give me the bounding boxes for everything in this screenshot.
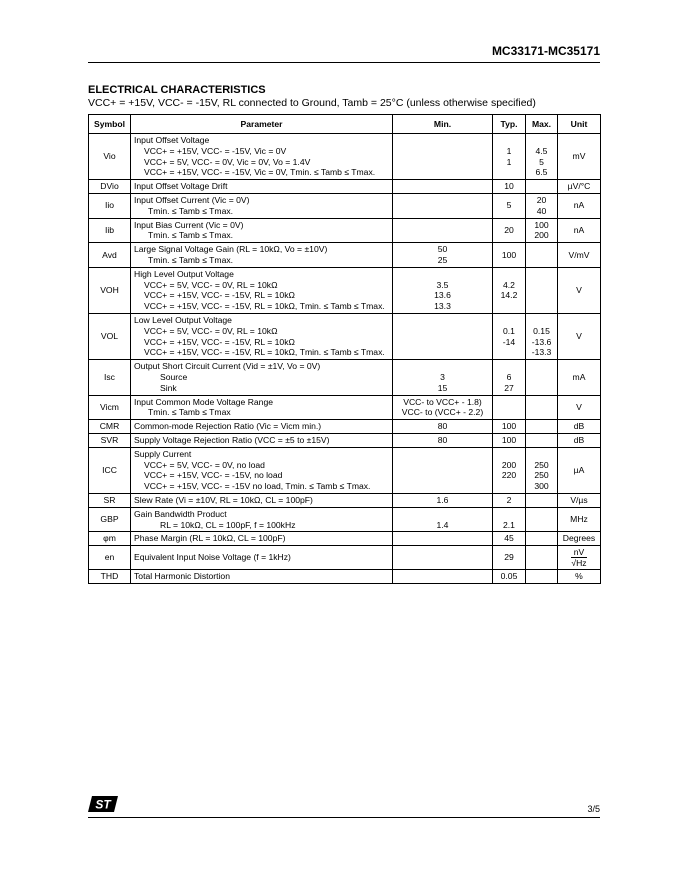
cell-max [526, 134, 558, 180]
cell-typ [493, 395, 526, 420]
cell-max [526, 180, 558, 194]
parameter-line: Input Bias Current (Vic = 0V) [134, 219, 244, 230]
cell-min [393, 395, 493, 420]
cell-parameter [131, 193, 393, 218]
table-row [89, 267, 601, 313]
cell-typ [493, 193, 526, 218]
parameter-line: Supply Voltage Rejection Ratio (VCC = ±5 to ±15V) [134, 434, 330, 445]
value-line: 300 [534, 481, 549, 492]
cell-min [393, 360, 493, 395]
cell-typ [493, 570, 526, 584]
value-line: 250 [534, 459, 549, 470]
cell-symbol: φm [89, 532, 131, 546]
cell-typ [493, 420, 526, 434]
parameter-line: Tmin. ≤ Tamb ≤ Tmax. [148, 230, 234, 241]
header-parameter: Parameter [131, 115, 393, 134]
cell-max [526, 267, 558, 313]
value-line: 25 [437, 254, 448, 265]
parameter-line: RL = 10kΩ, CL = 100pF, f = 100kHz [160, 519, 296, 530]
parameter-line: Large Signal Voltage Gain (RL = 10kΩ, Vo = ±10V) [134, 244, 328, 255]
value-line: -13.6 [531, 336, 552, 347]
value-line: 45 [504, 533, 514, 544]
cell-parameter [131, 420, 393, 434]
cell-symbol: Iio [89, 193, 131, 218]
cell-unit: Degrees [558, 532, 601, 546]
cell-symbol: Vio [89, 134, 131, 180]
cell-max [526, 493, 558, 507]
parameter-line: High Level Output Voltage [134, 268, 234, 279]
cell-parameter [131, 313, 393, 359]
cell-parameter [131, 395, 393, 420]
parameter-line: Tmin. ≤ Tamb ≤ Tmax. [148, 254, 234, 265]
value-line: VCC- to (VCC+ - 2.2) [401, 407, 484, 418]
value-line: 4.5 [535, 145, 548, 156]
cell-symbol: ICC [89, 447, 131, 493]
cell-parameter [131, 218, 393, 243]
spacer [496, 347, 522, 358]
document-title: MC33171-MC35171 [491, 44, 600, 58]
cell-typ [493, 313, 526, 359]
cell-max [526, 243, 558, 268]
cell-typ [493, 360, 526, 395]
cell-symbol: Isc [89, 360, 131, 395]
cell-symbol: GBP [89, 507, 131, 532]
cell-min [393, 218, 493, 243]
cell-unit [558, 546, 601, 570]
value-line: 0.1 [503, 325, 515, 336]
cell-max [526, 395, 558, 420]
cell-unit: V/mV [558, 243, 601, 268]
parameter-line: VCC+ = +15V, VCC- = -15V, RL = 10kΩ [144, 290, 295, 301]
spacer [529, 449, 554, 460]
st-logo [88, 796, 118, 817]
table-row [89, 570, 601, 584]
value-line: 80 [437, 434, 448, 445]
cell-parameter [131, 570, 393, 584]
cell-parameter [131, 243, 393, 268]
parameter-line: VCC+ = +15V, VCC- = -15V, Vic = 0V, Tmin. ≤ Tamb ≤ Tmax. [144, 167, 376, 178]
cell-max [526, 218, 558, 243]
spacer [396, 269, 489, 280]
cell-min [393, 313, 493, 359]
cell-parameter [131, 360, 393, 395]
value-line: 200 [534, 230, 549, 241]
parameter-line: VCC+ = +15V, VCC- = -15V no load, Tmin. ≤ Tamb ≤ Tmax. [144, 481, 371, 492]
cell-unit: MHz [558, 507, 601, 532]
value-line: 100 [534, 219, 549, 230]
spacer [496, 301, 522, 312]
value-line: 27 [504, 382, 514, 393]
value-line: 200 [501, 459, 517, 470]
cell-max [526, 420, 558, 434]
parameter-line: Tmin. ≤ Tamb ≤ Tmax [148, 407, 231, 418]
value-line: 13.3 [434, 301, 451, 312]
table-row [89, 360, 601, 395]
value-line: 220 [501, 470, 517, 481]
cell-symbol: SR [89, 493, 131, 507]
cell-unit: V/µs [558, 493, 601, 507]
value-line: 250 [534, 470, 549, 481]
table-row [89, 180, 601, 194]
st-logo-icon [88, 796, 118, 812]
value-line: 2 [506, 494, 512, 505]
value-line: 14.2 [500, 290, 518, 301]
parameter-line: Gain Bandwidth Product [134, 508, 227, 519]
parameter-line: VCC+ = +15V, VCC- = -15V, RL = 10kΩ, Tmin. ≤ Tamb ≤ Tmax. [144, 347, 385, 358]
table-row [89, 433, 601, 447]
value-line: VCC- to VCC+ - 1.8) [403, 396, 482, 407]
parameter-line: VCC+ = +15V, VCC- = -15V, RL = 10kΩ [144, 336, 295, 347]
cell-parameter [131, 493, 393, 507]
cell-parameter [131, 267, 393, 313]
table-row [89, 532, 601, 546]
cell-min [393, 243, 493, 268]
cell-parameter [131, 532, 393, 546]
cell-symbol: VOH [89, 267, 131, 313]
cell-typ [493, 218, 526, 243]
cell-unit: µA [558, 447, 601, 493]
value-line: 1.6 [436, 494, 449, 505]
cell-parameter [131, 546, 393, 570]
cell-max [526, 447, 558, 493]
cell-typ [493, 243, 526, 268]
table-row [89, 313, 601, 359]
value-line: 1.4 [436, 519, 449, 530]
value-line: 20 [536, 194, 547, 205]
cell-typ [493, 532, 526, 546]
parameter-line: VCC+ = +15V, VCC- = -15V, RL = 10kΩ, Tmin. ≤ Tamb ≤ Tmax. [144, 301, 385, 312]
value-line: 29 [504, 552, 514, 563]
cell-unit: µV/°C [558, 180, 601, 194]
table-row [89, 546, 601, 570]
value-line: 20 [504, 224, 514, 235]
cell-max [526, 313, 558, 359]
table-row [89, 447, 601, 493]
cell-typ [493, 433, 526, 447]
value-line: 13.6 [434, 290, 451, 301]
header-unit: Unit [558, 115, 601, 134]
table-row [89, 493, 601, 507]
cell-min [393, 570, 493, 584]
cell-min [393, 180, 493, 194]
page-number: 3/5 [587, 804, 600, 814]
value-line: 100 [501, 249, 517, 260]
cell-typ [493, 546, 526, 570]
spacer [396, 361, 489, 372]
cell-typ [493, 180, 526, 194]
cell-min [393, 134, 493, 180]
table-row [89, 243, 601, 268]
cell-max [526, 433, 558, 447]
cell-symbol: THD [89, 570, 131, 584]
cell-typ [493, 507, 526, 532]
value-line: 50 [437, 244, 448, 255]
parameter-line: VCC+ = 5V, VCC- = 0V, Vic = 0V, Vo = 1.4V [144, 156, 311, 167]
parameter-line: Input Common Mode Voltage Range [134, 396, 274, 407]
spacer [496, 269, 522, 280]
cell-min [393, 507, 493, 532]
value-line: 3 [440, 371, 445, 382]
section-conditions: VCC+ = +15V, VCC- = -15V, RL connected to Ground, Tamb = 25°C (unless otherwise specified) [88, 97, 536, 109]
parameter-line: Input Offset Voltage Drift [134, 181, 228, 192]
cell-symbol: VOL [89, 313, 131, 359]
cell-min [393, 493, 493, 507]
value-line: 0.05 [500, 571, 518, 582]
cell-symbol: en [89, 546, 131, 570]
parameter-line: Sink [160, 382, 177, 393]
cell-min [393, 447, 493, 493]
cell-max [526, 360, 558, 395]
spacer [496, 167, 522, 178]
value-line: 100 [501, 434, 517, 445]
value-line: 4.2 [503, 279, 515, 290]
value-line: 80 [437, 421, 448, 432]
parameter-line: VCC+ = 5V, VCC- = 0V, RL = 10kΩ [144, 325, 278, 336]
parameter-line: Total Harmonic Distortion [134, 571, 230, 582]
header-rule [88, 62, 600, 63]
parameter-line: Source [160, 371, 188, 382]
cell-unit: mA [558, 360, 601, 395]
cell-parameter [131, 507, 393, 532]
cell-min [393, 546, 493, 570]
parameter-line: VCC+ = 5V, VCC- = 0V, no load [144, 459, 265, 470]
parameter-line: Phase Margin (RL = 10kΩ, CL = 100pF) [134, 533, 286, 544]
value-line: 10 [504, 181, 514, 192]
cell-min [393, 532, 493, 546]
cell-unit: nA [558, 218, 601, 243]
header-typ: Typ. [493, 115, 526, 134]
parameter-line: VCC+ = +15V, VCC- = -15V, no load [144, 470, 283, 481]
value-line: 40 [536, 205, 547, 216]
value-line: 100 [501, 421, 517, 432]
cell-min [393, 420, 493, 434]
cell-min [393, 267, 493, 313]
table-row [89, 395, 601, 420]
section-title: ELECTRICAL CHARACTERISTICS [88, 84, 266, 96]
cell-unit: % [558, 570, 601, 584]
parameter-line: VCC+ = +15V, VCC- = -15V, Vic = 0V [144, 145, 287, 156]
cell-symbol: Iib [89, 218, 131, 243]
spacer [529, 315, 554, 326]
cell-typ [493, 267, 526, 313]
parameter-line: Input Offset Voltage [134, 135, 210, 145]
parameter-line: VCC+ = 5V, VCC- = 0V, RL = 10kΩ [144, 279, 278, 290]
parameter-line: Supply Current [134, 448, 192, 459]
parameter-line: Input Offset Current (Vic = 0V) [134, 194, 250, 205]
cell-min [393, 193, 493, 218]
cell-parameter [131, 433, 393, 447]
header-max: Max. [526, 115, 558, 134]
cell-typ [493, 493, 526, 507]
cell-parameter [131, 180, 393, 194]
spacer [496, 449, 522, 460]
cell-typ [493, 447, 526, 493]
cell-symbol: Avd [89, 243, 131, 268]
spacer [496, 361, 522, 372]
parameter-line: Output Short Circuit Current (Vid = ±1V, Vo = 0V) [134, 361, 321, 372]
value-line: 0.15 [533, 325, 550, 336]
unit-numerator: nV [571, 547, 586, 558]
value-line: 6.5 [535, 167, 548, 178]
cell-unit: dB [558, 420, 601, 434]
value-line: 5 [539, 156, 544, 167]
cell-typ [493, 134, 526, 180]
parameter-line: Tmin. ≤ Tamb ≤ Tmax. [148, 205, 234, 216]
parameter-line: Equivalent Input Noise Voltage (f = 1kHz) [134, 552, 291, 563]
cell-symbol: SVR [89, 433, 131, 447]
value-line: 5 [506, 200, 512, 211]
cell-unit: dB [558, 433, 601, 447]
header-min: Min. [393, 115, 493, 134]
table-header-row [89, 115, 601, 134]
footer-rule [88, 817, 600, 818]
cell-max [526, 546, 558, 570]
spacer [496, 509, 522, 520]
parameter-line: Common-mode Rejection Ratio (Vic = Vicm min.) [134, 421, 322, 432]
cell-max [526, 570, 558, 584]
cell-symbol: DVio [89, 180, 131, 194]
cell-parameter [131, 134, 393, 180]
cell-symbol: CMR [89, 420, 131, 434]
table-row [89, 420, 601, 434]
svg-text:ST: ST [95, 797, 111, 812]
table-row [89, 218, 601, 243]
value-line: 1 [506, 145, 512, 156]
cell-unit: V [558, 313, 601, 359]
spacer [396, 509, 489, 520]
cell-max [526, 532, 558, 546]
value-line: 15 [437, 382, 448, 393]
value-line: -13.3 [531, 347, 552, 358]
spacer [496, 481, 522, 492]
header-symbol: Symbol [89, 115, 131, 134]
cell-min [393, 433, 493, 447]
cell-unit: V [558, 395, 601, 420]
cell-symbol: Vicm [89, 395, 131, 420]
spacer [496, 315, 522, 326]
table-row [89, 193, 601, 218]
value-line: 1 [506, 156, 512, 167]
table-row [89, 134, 601, 180]
value-line: 2.1 [503, 519, 515, 530]
cell-unit: mV [558, 134, 601, 180]
table-row [89, 507, 601, 532]
parameter-line: Low Level Output Voltage [134, 314, 232, 325]
cell-max [526, 507, 558, 532]
cell-parameter [131, 447, 393, 493]
unit-fraction [571, 547, 586, 568]
cell-unit: nA [558, 193, 601, 218]
value-line: 3.5 [436, 279, 449, 290]
unit-denominator: √Hz [571, 558, 587, 569]
parameter-line: Slew Rate (Vi = ±10V, RL = 10kΩ, CL = 100pF) [134, 494, 313, 505]
electrical-characteristics-table [88, 114, 601, 584]
cell-max [526, 193, 558, 218]
spacer [496, 135, 522, 146]
value-line: -14 [502, 336, 516, 347]
cell-unit: V [558, 267, 601, 313]
value-line: 6 [506, 371, 512, 382]
spacer [529, 135, 554, 146]
